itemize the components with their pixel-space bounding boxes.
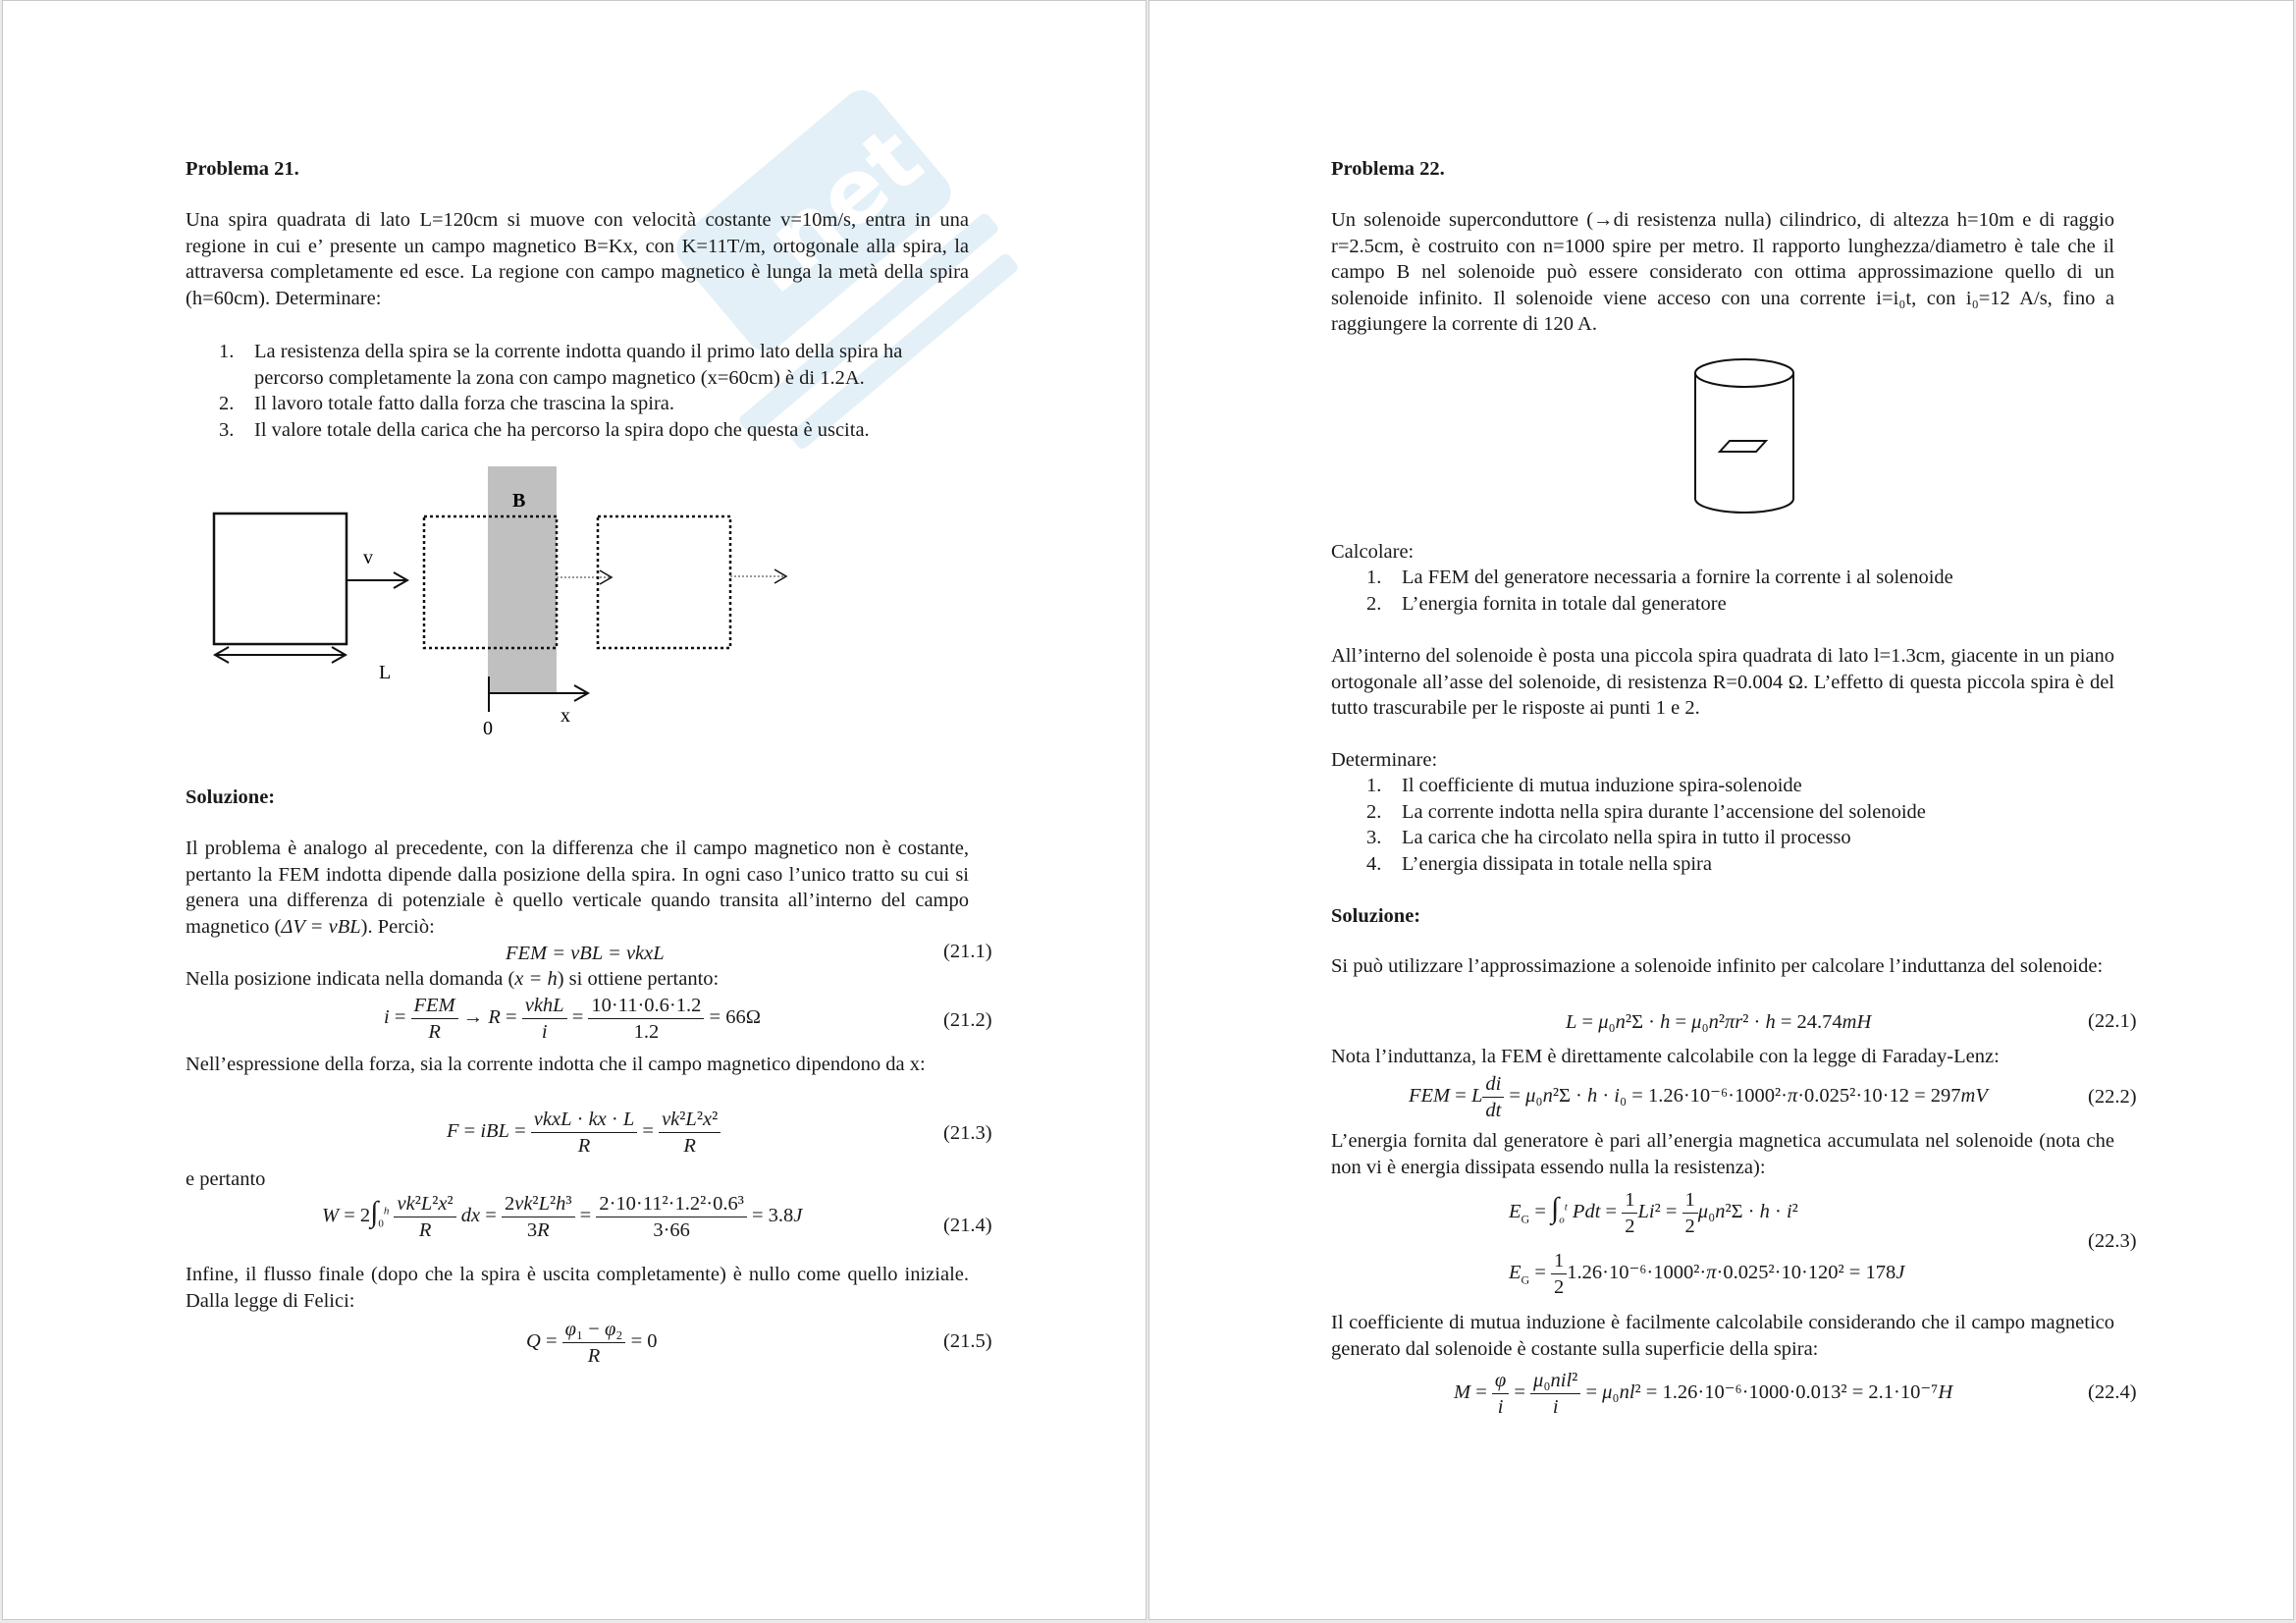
list-item-number: 1.: [1366, 775, 1382, 796]
list-item-number: 3.: [1366, 827, 1382, 848]
solution-21-para1: [186, 836, 969, 940]
para-text: Nella posizione indicata nella domanda (: [186, 968, 515, 990]
equation-number: (21.5): [943, 1330, 992, 1352]
equation-number: (21.4): [943, 1215, 992, 1236]
list-item-number: 1.: [1366, 567, 1382, 588]
page-left: [2, 0, 1147, 1620]
solenoid-diagram: [1685, 356, 1803, 517]
list-item-text: Il lavoro totale fatto dalla forza che trascina la spira.: [254, 393, 675, 414]
loop-initial: [214, 514, 347, 644]
list-item-number: 1.: [219, 341, 235, 362]
equation-22-4: M = $\frac{\varphi}{i}$ = $\frac{\text{μ₀nil²}}{i}$ = μ₀nl² = 1.26·10⁻⁶·1000·0.013² = 2.1·10⁻⁷H: [1454, 1370, 1953, 1418]
list-item-text: La corrente indotta nella spira durante l’accensione del solenoide: [1402, 800, 1926, 823]
list-item: [219, 417, 969, 444]
equation-22-3b: $E_G$ = $\frac{1}{2}$ 1.26·10⁻⁶·1000²·π·0.025²·10·120² = 178J: [1509, 1250, 1905, 1298]
problem-21-list: [219, 339, 969, 443]
equation-number: (22.2): [2088, 1086, 2137, 1108]
list-item: [1366, 825, 2112, 851]
solution-22-para4: Il coefficiente di mutua induzione è facilmente calcolabile considerando che il campo magnetico generato dal solenoide è costante sulla superficie della spira:: [1331, 1312, 2114, 1360]
det-label: Determinare:: [1331, 749, 1438, 771]
list-item-number: 2.: [1366, 592, 1382, 615]
equation-number: (21.1): [943, 941, 992, 962]
solution-22-para3: L’energia fornita dal generatore è pari all’energia magnetica accumulata nel solenoide (nota che non vi è energia dissipata essendo nulla la resistenza):: [1331, 1130, 2114, 1178]
solenoid-top: [1695, 359, 1793, 387]
loop-final: [598, 516, 730, 648]
list-item-text: L’energia dissipata in totale nella spira: [1402, 852, 1712, 875]
small-loop: [1720, 441, 1766, 452]
para-text: ) si ottiene pertanto:: [557, 968, 720, 990]
label-L: L: [379, 662, 392, 683]
equation-number: (22.4): [2088, 1381, 2137, 1403]
list-item-number: 3.: [219, 418, 235, 441]
label-B: B: [512, 490, 526, 512]
svg-text:.net: .net: [722, 107, 942, 314]
spira-paragraph: All’interno del solenoide è posta una piccola spira quadrata di lato l=1.3cm, giacente in un piano ortogonale all’asse del solenoide, di resistenza R=0.004 Ω. L’effetto di questa piccola spira è del tutto trascurabile per le risposte ai punti 1 e 2.: [1331, 645, 2114, 719]
problem-21-title: Problema 21.: [186, 158, 299, 180]
solution-22-para1: Si può utilizzare l’approssimazione a solenoide infinito per calcolare l’induttanza del solenoide:: [1331, 955, 2104, 977]
para-text: ). Perciò:: [360, 915, 435, 938]
list-item-number: 2.: [1366, 800, 1382, 823]
problem-21-intro: Una spira quadrata di lato L=120cm si muove con velocità costante v=10m/s, entra in una regione in cui e’ presente un campo magnetico B=Kx, con K=11T/m, ortogonale alla spira, la attraversa completamente ed esce. La regione con campo magnetico è lunga la metà della spira (h=60cm). Determinare:: [186, 209, 969, 309]
calc-label: Calcolare:: [1331, 541, 1415, 563]
equation-21-3: F = iBL = $\frac{\text{vkxL · kx · L}}{R}$ = $\frac{\text{vk²L²x²}}{R}$: [447, 1107, 721, 1159]
final-arrowhead: [774, 569, 786, 583]
list-item: [1366, 799, 2112, 826]
equation-21-2: i = $\frac{\text{FEM}}{R}$ → R = $\frac{\text{vkhL}}{i}$ = $\frac{10\cdot 11\cdot 0.6\cdot 1.2}{1.2}$ = 66Ω: [384, 995, 761, 1043]
equation-21-5: Q = $\frac{\text{φ₁ − φ₂}}{R}$ = 0: [526, 1319, 658, 1367]
label-x: x: [561, 705, 570, 727]
equation-22-1: L = μ₀n²Σ · h = μ₀n²πr² · h = 24.74mH: [1566, 1011, 1872, 1033]
solution-21-para2: [186, 966, 969, 993]
equation-number: (21.3): [943, 1122, 992, 1144]
loop-diagram: [199, 462, 828, 747]
solution-21-para5: Infine, il flusso finale (dopo che la spira è uscita completamente) è nullo come quello iniziale. Dalla legge di Felici:: [186, 1264, 969, 1312]
label-v: v: [363, 547, 373, 568]
list-item-text: Il coefficiente di mutua induzione spira-solenoide: [1402, 775, 1802, 796]
calc-list: [1366, 565, 2112, 617]
solution-21-para3: Nell’espressione della forza, sia la corrente indotta che il campo magnetico dipendono da x:: [186, 1054, 926, 1075]
equation-21-1: [506, 941, 665, 966]
inline-equation: ΔV = vBL: [281, 915, 361, 938]
list-item: [1366, 773, 2112, 799]
list-item-text: La FEM del generatore necessaria a fornire la corrente i al solenoide: [1402, 567, 1953, 588]
label-0: 0: [483, 718, 493, 739]
equation-number: (21.2): [943, 1009, 992, 1031]
equation-22-2: FEM = L $\frac{di}{dt}$ = μ₀n²Σ · h · i₀ = 1.26·10⁻⁶·1000²·π·0.025²·10·12 = 297mV: [1409, 1073, 1988, 1121]
equation-number: (22.1): [2088, 1010, 2137, 1032]
list-item-text: La resistenza della spira se la corrente indotta quando il primo lato della spira ha percorso completamente la zona con campo magnetico (x=60cm) è di 1.2A.: [254, 341, 903, 389]
solution-21-para4: e pertanto: [186, 1168, 266, 1190]
solution-21-title: Soluzione:: [186, 786, 276, 808]
problem-22-title: Problema 22.: [1331, 158, 1445, 180]
list-item-text: Il valore totale della carica che ha percorso la spira dopo che questa è uscita.: [254, 418, 870, 441]
list-item: [1366, 591, 2112, 618]
equation-number: (22.3): [2088, 1230, 2137, 1252]
solution-22-para2: Nota l’induttanza, la FEM è direttamente calcolabile con la legge di Faraday-Lenz:: [1331, 1046, 2000, 1067]
equation-21-4: $W = 2\int_0^h$ $\frac{\text{vk²L²x²}}{R}$ dx = $\frac{\text{2vk²L²h³}}{3R}$ = $\frac{\text{2·10·11²·1.2²·0.6³}}{3\cdot 66}$ = 3.8J: [322, 1193, 803, 1241]
problem-22-intro: Un solenoide superconduttore (→di resistenza nulla) cilindrico, di altezza h=10m e di raggio r=2.5cm, è costruito con n=1000 spire per metro. Il rapporto lunghezza/diametro è tale che il campo B nel solenoide può essere considerato con ottima approssimazione quello di un solenoide infinito. Il solenoide viene acceso con una corrente i=i₀t, con i₀=12 A/s, fino a raggiungere la corrente di 120 A.: [1331, 209, 2114, 335]
page-right: [1148, 0, 2294, 1620]
list-item: [1366, 565, 2112, 591]
equation-22-3a: $E_G = \int_o^t$ Pdt = $\frac{1}{2}$ Li² = $\frac{1}{2}$ μ₀n²Σ · h · i²: [1509, 1189, 1798, 1237]
list-item-text: La carica che ha circolato nella spira in tutto il processo: [1402, 827, 1851, 848]
list-item-number: 2.: [219, 393, 235, 414]
det-list: [1366, 773, 2112, 877]
list-item: [219, 391, 969, 417]
list-item-number: 4.: [1366, 852, 1382, 875]
list-item: [1366, 851, 2112, 878]
inline-equation: x = h: [514, 968, 558, 990]
para-text: Il problema è analogo al precedente, con la differenza che il campo magnetico non è costante, pertanto la FEM indotta dipende dalla posizione della spira. In ogni caso l’unico tratto su cui si genera una differenza di potenziale è quello verticale quando transita all’interno del campo magnetico (: [186, 838, 969, 938]
list-item-text: L’energia fornita in totale dal generatore: [1402, 592, 1727, 615]
solution-22-title: Soluzione:: [1331, 905, 1421, 927]
solenoid-bottom: [1695, 499, 1793, 513]
list-item: [219, 339, 969, 391]
equation-text: FEM = vBL = vkxL: [506, 943, 665, 964]
